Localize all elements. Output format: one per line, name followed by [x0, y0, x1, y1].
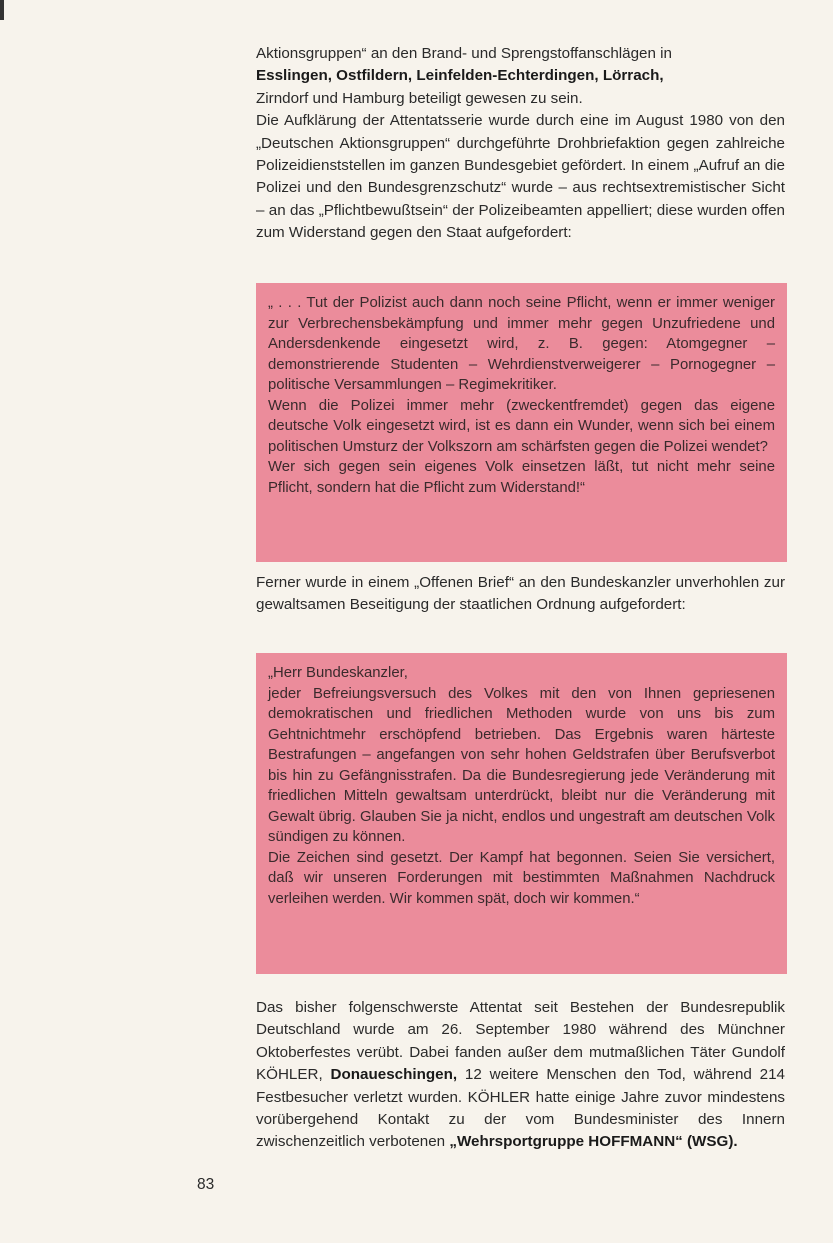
quote-box-police-appeal: [256, 283, 787, 562]
middle-text: [256, 572, 785, 617]
quote2-paragraph-1: jeder Befreiungsversuch des Volkes mit den von Ihnen gepriesenen demokratischen und friedlichen Methoden wurde von uns bis zum Gehtnichtmehr erschöpfend betrieben. Das Ergebnis waren härteste Bestrafungen – angefangen von sehr hohen Geldstrafen über Berufsverbot bis hin zu Gefängnisstrafen. Da die Bundesregierung jede Veränderung mit friedlichen Mitteln gewaltsam unterdrückt, bleibt nur die Veränderung mit Gewalt übrig. Glauben Sie ja nicht, endlos und ungestraft am deutschen Volk sündigen zu können.: [268, 685, 775, 845]
organization-bold: „Wehrsportgruppe HOFFMANN“ (WSG).: [449, 1133, 738, 1151]
places-bold: Esslingen, Ostfildern, Leinfelden-Echterdingen, Lörrach,: [256, 67, 664, 85]
place-bold: Donaueschingen,: [330, 1066, 458, 1084]
intro-text: [256, 43, 785, 245]
quote1-paragraph-1: „ . . . Tut der Polizist auch dann noch seine Pflicht, wenn er immer weniger zur Verbrechensbekämpfung und immer mehr gegen Unzufriedene und Andersdenkende eingesetzt wird, z. B. gegen: Atomgegner – demonstrierende Studenten – Wehrdienstverweigerer – Pornogegner – politische Versammlungen – Regimekritiker.: [268, 295, 775, 393]
page-number: 83: [197, 1176, 215, 1193]
intro-line-1: Aktionsgruppen“ an den Brand- und Sprengstoffanschlägen in Esslingen, Ostfildern, Leinfelden-Echterdingen, Lörrach, Zirndorf und Hamburg beteiligt gewesen zu sein.: [256, 45, 672, 107]
quote-box-open-letter: [256, 653, 787, 974]
quote1-paragraph-3: Wer sich gegen sein eigenes Volk einsetzen läßt, tut nicht mehr seine Pflicht, sondern hat die Pflicht zum Widerstand!“: [268, 459, 775, 496]
quote1-paragraph-2: Wenn die Polizei immer mehr (zweckentfremdet) gegen das eigene deutsche Volk eingesetzt wird, ist es dann ein Wunder, wenn sich bei einem politischen Umsturz der Volkszorn am schärfsten gegen die Polizei wendet?: [268, 397, 775, 455]
closing-text: [256, 997, 785, 1154]
intro-paragraph-2: Die Aufklärung der Attentatsserie wurde durch eine im August 1980 von den „Deutschen Aktionsgruppen“ durchgeführte Drohbriefaktion gegen zahlreiche Polizeidienststellen im ganzen Bundesgebiet gefördert. In einem „Aufruf an die Polizei und den Bundesgrenzschutz“ wurde – aus rechtsextremistischer Sicht – an das „Pflichtbewußtsein“ der Polizeibeamten appelliert; diese wurden offen zum Widerstand gegen den Staat aufgefordert:: [256, 112, 785, 242]
middle-paragraph: Ferner wurde in einem „Offenen Brief“ an den Bundeskanzler unverhohlen zur gewaltsamen Beseitigung der staatlichen Ordnung aufgefordert:: [256, 574, 785, 614]
quote2-paragraph-2: Die Zeichen sind gesetzt. Der Kampf hat begonnen. Seien Sie versichert, daß wir unseren Forderungen mit bestimmten Maßnahmen Nachdruck verleihen werden. Wir kommen spät, doch wir kommen.“: [268, 849, 775, 907]
scan-edge-mark: [0, 0, 4, 20]
closing-paragraph: Das bisher folgenschwerste Attentat seit Bestehen der Bundesrepublik Deutschland wurde am 26. September 1980 während des Münchner Oktoberfestes verübt. Dabei fanden außer dem mutmaßlichen Täter Gundolf KÖHLER, Donaueschingen, 12 weitere Menschen den Tod, während 214 Festbesucher verletzt wurden. KÖHLER hatte einige Jahre zuvor mindestens vorübergehend Kontakt zu der vom Bundesminister des Innern zwischenzeitlich verbotenen „Wehrsportgruppe HOFFMANN“ (WSG).: [256, 999, 785, 1151]
quote2-salutation: „Herr Bundeskanzler,: [268, 665, 408, 681]
